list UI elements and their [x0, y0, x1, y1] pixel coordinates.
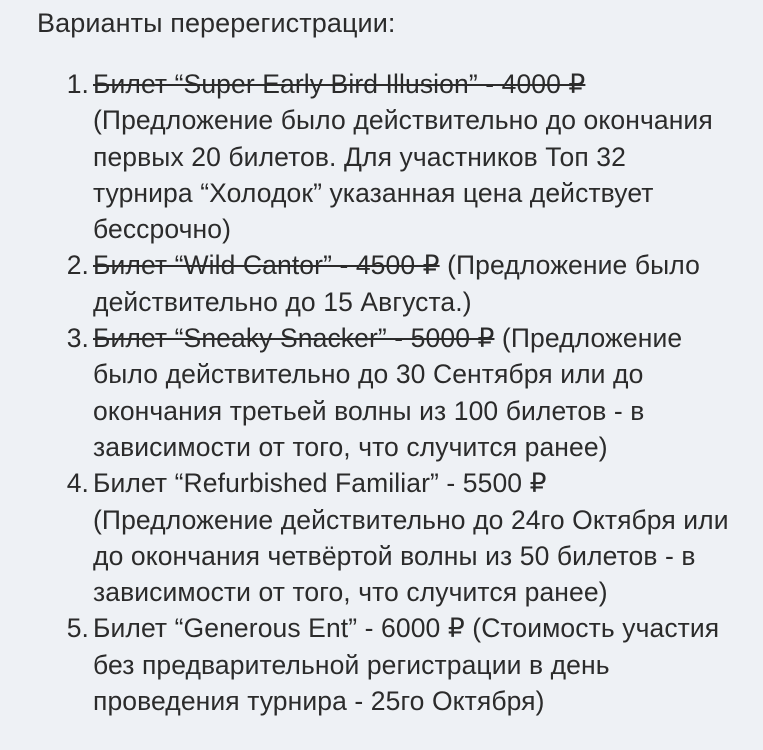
- list-item: [66, 465, 733, 610]
- ticket-options-list: [37, 66, 733, 719]
- list-item-number: 2.: [66, 250, 89, 281]
- list-item: [66, 247, 733, 320]
- struck-ticket-offer: Билет “Super Early Bird Illusion” - 4000 ₽: [93, 69, 586, 99]
- list-item: [66, 66, 733, 247]
- list-item-number: 4.: [66, 468, 89, 499]
- message-heading: Варианты перерегистрации:: [37, 8, 396, 38]
- ticket-description: (Предложение было действительно до окончания первых 20 билетов. Для участников Топ 32 турнира “Холодок” указанная цена действует бессрочно): [93, 105, 713, 245]
- list-item: [66, 320, 733, 465]
- struck-ticket-offer: Билет “Wild Cantor” - 4500 ₽: [93, 250, 440, 281]
- list-item-number: 1.: [66, 69, 89, 99]
- ticket-description: Билет “Generous Ent” - 6000 ₽ (Стоимость участия без предварительной регистрации в день проведения турнира - 25го Октября): [93, 613, 720, 717]
- list-item-number: 3.: [66, 323, 89, 354]
- ticket-description: (Предложение было действительно до 30 Сентября или до окончания третьей волны из 100 билетов - в зависимости от того, что случится ранее): [93, 323, 683, 462]
- struck-ticket-offer: Билет “Sneaky Snacker” - 5000 ₽: [93, 323, 495, 354]
- list-item-number: 5.: [66, 613, 89, 644]
- list-item: [66, 610, 733, 719]
- ticket-description: (Предложение было действительно до 15 Августа.): [93, 250, 700, 317]
- ticket-description: Билет “Refurbished Familiar” - 5500 ₽ (Предложение действительно до 24го Октября или до окончания четвёртой волны из 50 билетов - в зависимости от того, что случится ранее): [93, 468, 729, 608]
